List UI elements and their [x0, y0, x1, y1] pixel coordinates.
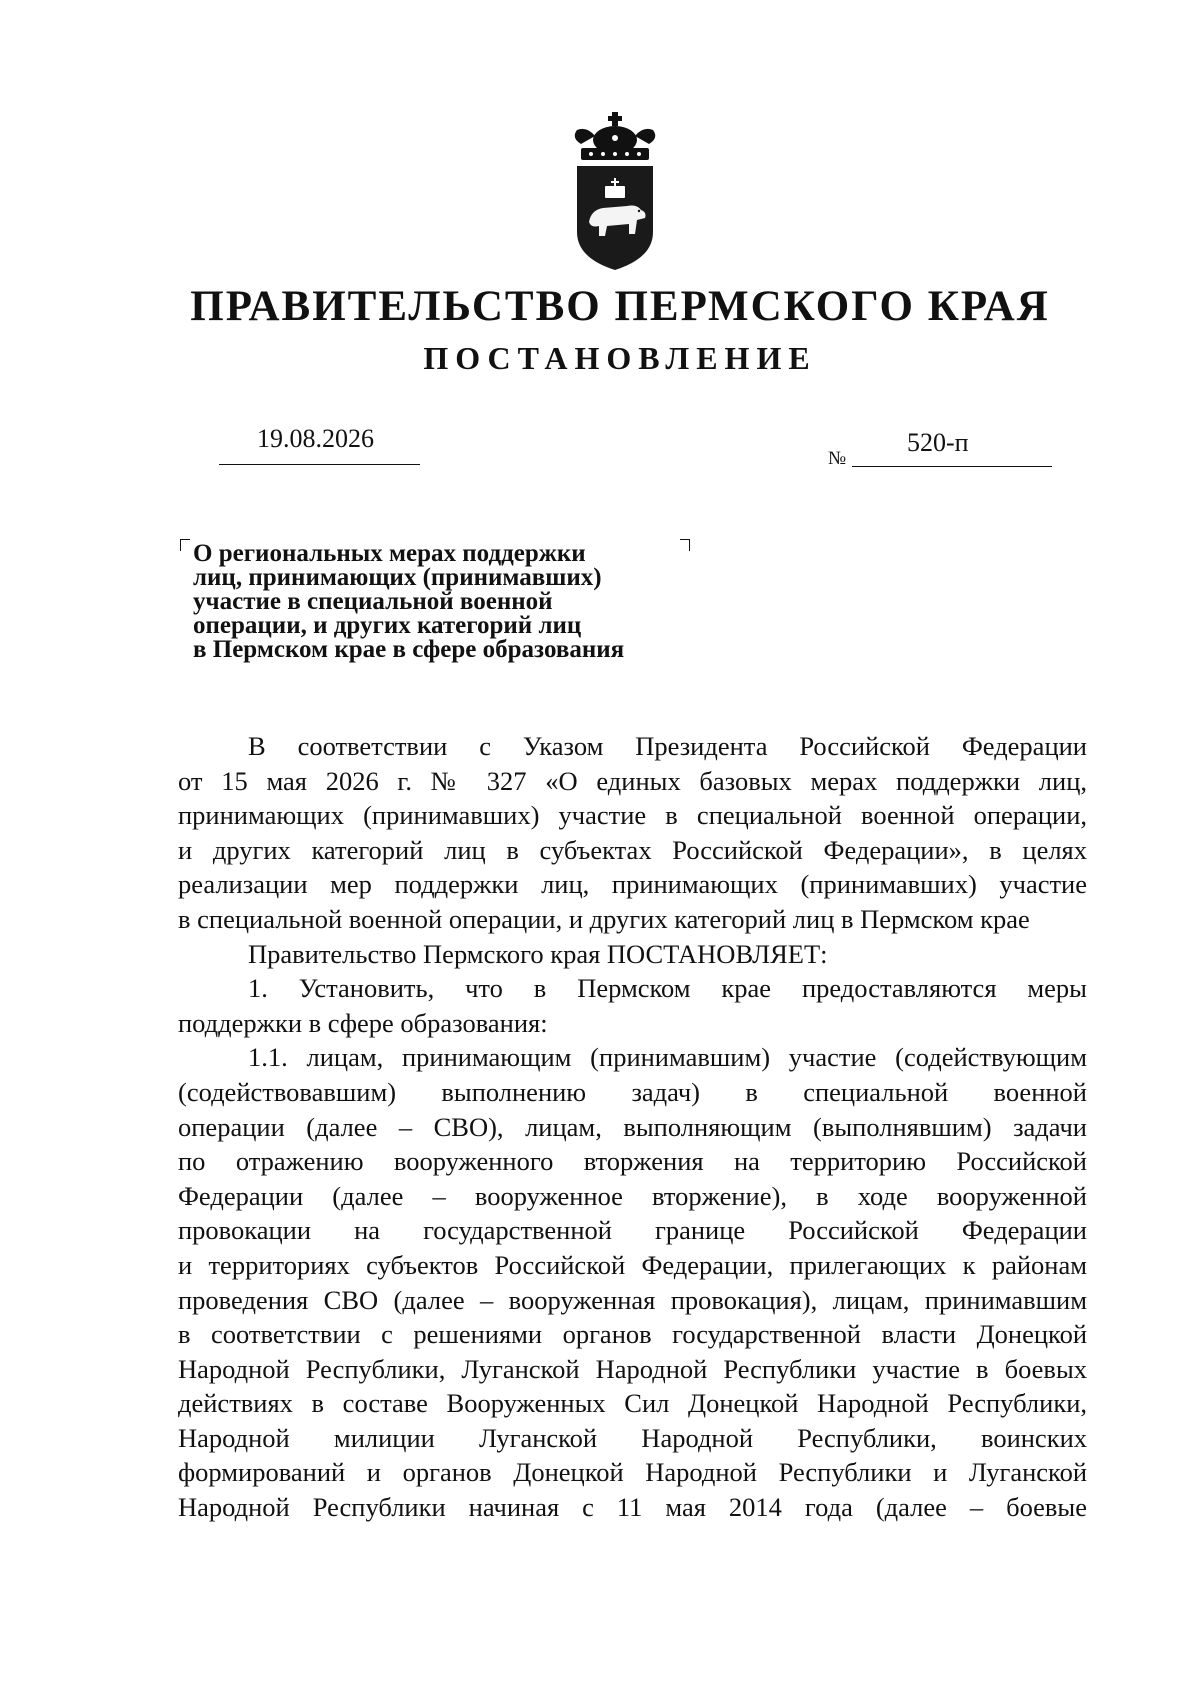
subject-line: в Пермском крае в сфере образования [193, 636, 625, 663]
body-line: операции (далее – СВО), лицам, выполняющим (выполнявшим) задачи [178, 1111, 1087, 1142]
coat-of-arms-icon [567, 112, 663, 272]
subject-line: лиц, принимающих (принимавших) [193, 564, 602, 591]
body-line: 1. Установить, что в Пермском крае предоставляются меры [248, 973, 1087, 1004]
date-field [219, 424, 420, 465]
body-line: Народной Республики начиная с 11 мая 2014 года (далее – боевые [178, 1492, 1087, 1523]
subject-line: О региональных мерах поддержки [193, 540, 586, 567]
number-field [852, 424, 1052, 467]
body-line: от 15 мая 2026 г. № 327 «О единых базовых мерах поддержки лиц, [178, 765, 1087, 796]
body-line: проведения СВО (далее – вооруженная провокация), лицам, принимавшим [178, 1284, 1087, 1315]
body-line: Народной Республики, Луганской Народной Республики участие в боевых [178, 1353, 1087, 1384]
body-line: В соответствии с Указом Президента Российской Федерации [248, 731, 1087, 761]
body-line: и территориях субъектов Российской Федерации, прилегающих к районам [178, 1249, 1087, 1280]
body-line: формирований и органов Донецкой Народной Республики и Луганской [178, 1457, 1087, 1488]
body-line: действиях в составе Вооруженных Сил Донецкой Народной Республики, [178, 1388, 1087, 1419]
organization-title: ПРАВИТЕЛЬСТВО ПЕРМСКОГО КРАЯ [190, 283, 1050, 330]
body-line: поддержки в сфере образования: [178, 1007, 548, 1038]
body-line: 1.1. лицам, принимающим (принимавшим) участие (содействующим [248, 1042, 1087, 1073]
document-number: 520-п [907, 428, 969, 457]
body-line: в специальной военной операции, и других категорий лиц в Пермском крае [178, 903, 1030, 934]
document-date: 19.08.2026 [257, 424, 374, 453]
body-line: Правительство Пермского края ПОСТАНОВЛЯЕТ: [248, 938, 828, 969]
body-line: провокации на государственной границе Российской Федерации [178, 1215, 1087, 1246]
body-line: и других категорий лиц в субъектах Российской Федерации», в целях [178, 834, 1087, 865]
number-sign: № [828, 448, 847, 469]
subject-corner-left [180, 539, 190, 551]
body-line: в соответствии с решениями органов государственной власти Донецкой [178, 1319, 1087, 1350]
body-line: по отражению вооруженного вторжения на территорию Российской [178, 1146, 1087, 1177]
document-type: ПОСТАНОВЛЕНИЕ [423, 340, 817, 376]
body-line: принимающих (принимавших) участие в специальной военной операции, [178, 800, 1087, 831]
document-subject [193, 542, 713, 662]
body-line: (содействовавшим) выполнению задач) в специальной военной [178, 1076, 1087, 1107]
body-line: реализации мер поддержки лиц, принимающих (принимавших) участие [178, 869, 1087, 900]
document-body [178, 729, 1087, 1525]
body-line: Федерации (далее – вооруженное вторжение), в ходе вооруженной [178, 1180, 1087, 1211]
body-line: Народной милиции Луганской Народной Республики, воинских [178, 1422, 1087, 1453]
subject-line: операции, и других категорий лиц [193, 612, 582, 639]
subject-line: участие в специальной военной [193, 588, 553, 615]
